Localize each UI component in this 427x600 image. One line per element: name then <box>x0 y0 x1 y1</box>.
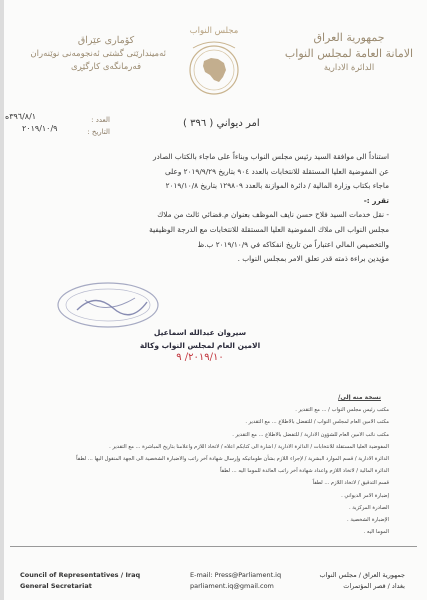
official-stamp-icon <box>55 280 161 330</box>
copy-item: مكتب الامين العام لمجلس النواب / للتفضل بالاطلاع ... مع التقدير . <box>245 419 389 426</box>
date-label: التاريخ : <box>87 128 110 136</box>
copy-item: الإضبارة الشخصية . <box>347 517 389 524</box>
footer-org-en: Council of Representatives / Iraq <box>20 571 141 579</box>
reference-number: ٣٩٦/٨/١ه <box>5 112 37 121</box>
copy-item: المفوضية العليا المستقلة للانتخابات / الدائرة الادارية / اشارة الى كتابكم اعلاه / لاتخاذ اللازم واعلامنا بتاريخ المباشرة ... مع التقدير . <box>109 443 389 450</box>
copy-item: الدائرة الادارية / قسم الموارد البشرية / لإجراء اللازم بشأن طوماتيكه وإرسال شهادة آخر راتب والاضبارة الشخصية الى الجهة المنقول اليها ... لطفاً <box>76 456 389 463</box>
footer-right <box>319 570 405 592</box>
parliament-emblem-icon <box>183 28 245 103</box>
body-line: ماجاء بكتاب وزارة المالية / دائرة الموازنة بالعدد ١٢٩٨٠٩ بتاريخ ٢٠١٩/١٠/٨ <box>165 181 389 191</box>
footer-secretariat-en: General Secretariat <box>20 582 92 590</box>
body-decision-label: تقرر :- <box>363 195 389 205</box>
copy-item: الصادرة المركزية . <box>348 504 389 511</box>
letterhead-country: جمهورية العراق <box>313 31 385 44</box>
footer-email-general[interactable]: parliament.iq@gmail.com <box>190 582 274 590</box>
body-line: والتخصيص المالي اعتباراً من تاريخ انفكاكه في ٢٠١٩/١٠/٩ ب.ظ <box>197 239 389 249</box>
signature-date: ٢٠١٩/١٠/ ٩ <box>176 352 224 363</box>
emblem-caption: مجلس النواب <box>189 26 239 36</box>
body-line: عن المفوضية العليا المستقلة للانتخابات بالعدد ٩٠٤ بتاريخ ٢٠١٩/٩/٢٩ وعلى <box>164 166 389 176</box>
letterhead-kurdish-country: كۆماری عێراق <box>77 35 135 46</box>
reference-date: ٢٠١٩/١٠/٩ <box>22 124 58 133</box>
reference-labels <box>70 114 110 138</box>
letterhead-department: الدائرة الادارية <box>323 63 375 73</box>
footer-email-press[interactable]: E-mail: Press@Parliament.iq <box>190 571 282 579</box>
signatory-title: الامين العام لمجلس النواب وكالة <box>139 341 261 350</box>
copy-item: قسم التدقيق / لاتخاذ اللازم ... لطفاً <box>312 480 389 487</box>
copy-item: الدائرة المالية / لاتخاذ اللازم واعداد شهادة آخر راتب العائدة للموما اليه ... لطفاً <box>220 468 389 475</box>
copy-item: مكتب رئيس مجلس النواب / ... مع التقدير . <box>295 407 389 414</box>
copy-item: الموما اليه . <box>363 529 389 536</box>
page-edge-shadow <box>0 0 4 600</box>
footer-contact <box>190 570 281 592</box>
body-line: استناداً الى موافقة السيد رئيس مجلس النواب وبناءاً على ماجاء بالكتاب الصادر <box>153 152 389 161</box>
signature-block <box>130 326 270 363</box>
letterhead-secretariat: الامانة العامة لمجلس النواب <box>284 47 414 60</box>
letterhead-arabic <box>279 30 419 75</box>
signatory-name: سيروان عبدالله اسماعيل <box>153 328 247 337</box>
letter-body <box>41 150 389 267</box>
letterhead-kurdish-secretariat: ئەمیندارێتی گشتی ئەنجومەنی نوێنەران <box>30 49 166 59</box>
copies-heading: نسخة منه إلى/ <box>338 394 381 401</box>
footer-org-ar: جمهورية العراق / مجلس النواب <box>319 571 405 579</box>
body-line: مؤيدين براءة ذمته قدر تعلق الامر بمجلس النواب . <box>237 254 389 264</box>
letterhead-kurdish <box>30 34 166 74</box>
order-title: امر ديواني ( ٣٩٦ ) <box>183 118 260 129</box>
letterhead-kurdish-department: فەرمانگەی کارگێڕی <box>70 62 142 72</box>
footer-left <box>20 570 140 592</box>
body-line: - نقل خدمات السيد فلاح حسن نايف الموظف بعنوان م.فضائي ثالث من ملاك <box>157 210 389 220</box>
body-line: مجلس النواب الى ملاك المفوضية العليا المستقلة للانتخابات مع الدرجة الوظيفية <box>149 224 389 234</box>
footer-address-ar: بغداد / قصر المؤتمرات <box>343 582 405 590</box>
copies-list <box>29 392 389 538</box>
number-label: العدد : <box>91 116 110 124</box>
copy-item: مكتب نائب الامين العام للشؤون الادارية / للتفضل بالاطلاع ... مع التقدير . <box>232 431 389 438</box>
copy-item: إضبارة الامر الديواني . <box>341 492 389 499</box>
footer-divider <box>10 546 417 547</box>
